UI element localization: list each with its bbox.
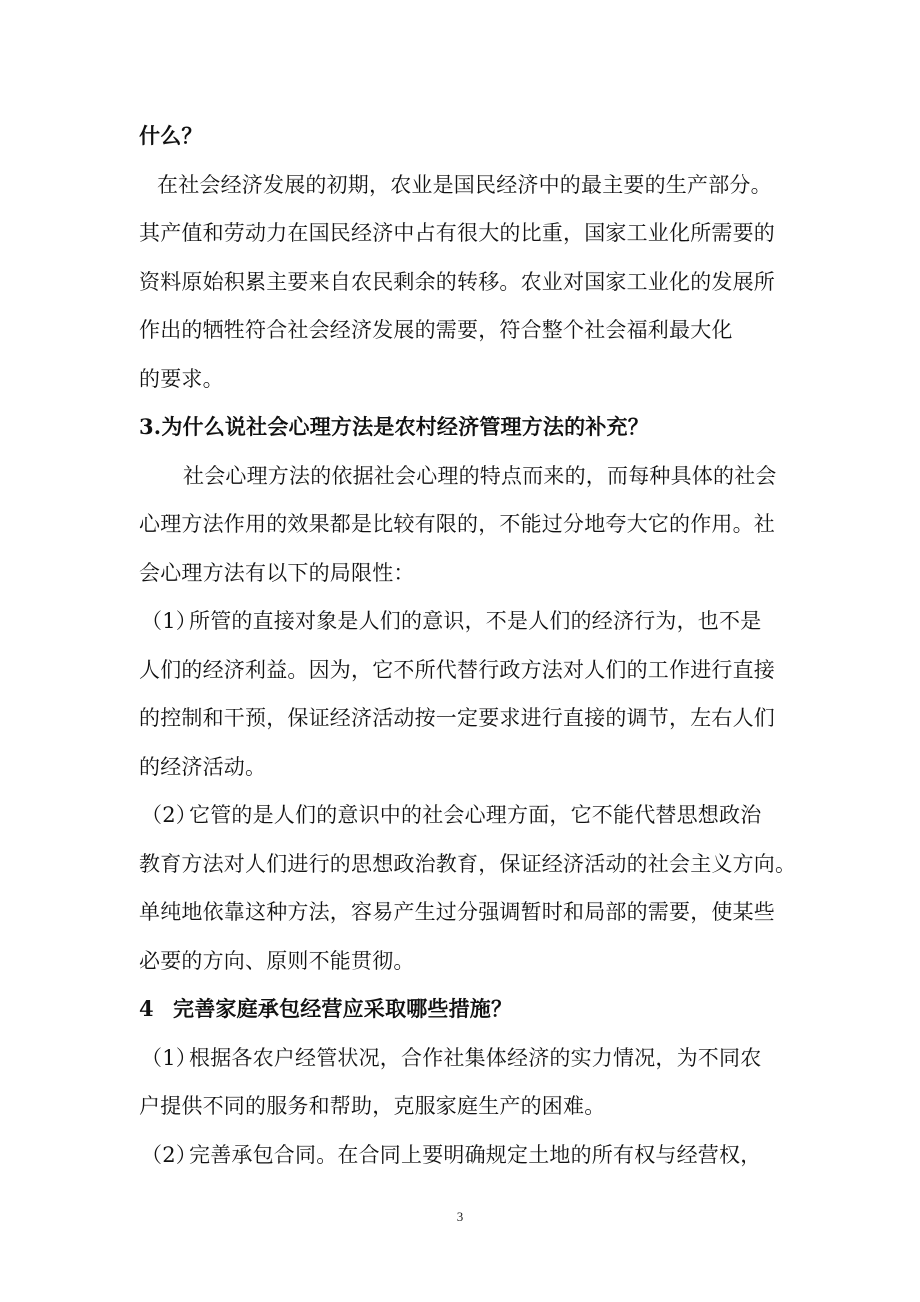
text-line: 心理方法作用的效果都是比较有限的，不能过分地夸大它的作用。社 [139,512,775,536]
list-item-text: 根据各农户经管状况，合作社集体经济的实力情况，为不同农 [189,1045,762,1070]
text-line: 资料原始积累主要来自农民剩余的转移。农业对国家工业化的发展所 [139,269,775,294]
list-item-number: （1） [141,1045,197,1070]
text-line: 人们的经济利益。因为，它不所代替行政方法对人们的工作进行直接 [139,657,775,682]
text-line: 会心理方法有以下的局限性： [139,560,415,585]
text-line: 单纯地依靠这种方法，容易产生过分强调暂时和局部的需要，使某些 [139,900,775,924]
text-line: 的要求。 [139,366,224,391]
section-heading-number: 4 [139,996,154,1021]
list-item [139,791,799,840]
list-item-number: （2） [141,803,197,827]
text-line: 的经济活动。 [139,754,267,779]
text-line: 作出的牺牲符合社会经济发展的需要，符合整个社会福利最大化 [139,318,733,342]
page-number: 3 [456,1209,464,1224]
text-line: 户提供不同的服务和帮助，克服家庭生产的困难。 [139,1094,606,1118]
section-heading-4 [139,985,799,1034]
section-heading-text: 完善家庭承包经营应采取哪些措施？ [173,996,513,1021]
list-item-number: （1） [141,609,197,633]
document-body [139,112,799,1179]
section-heading-3: 3.为什么说社会心理方法是农村经济管理方法的补充？ [139,414,649,439]
text-line: 教育方法对人们进行的思想政治教育，保证经济活动的社会主义方向。 [139,851,797,876]
text-line: 在社会经济发展的初期，农业是国民经济中的最主要的生产部分。 [157,172,772,197]
list-item-text: 完善承包合同。在合同上要明确规定土地的所有权与经营权， [189,1142,762,1167]
list-item [139,1131,799,1180]
list-item-text: 所管的直接对象是人们的意识，不是人们的经济行为，也不是 [189,609,762,633]
text-line: 的控制和干预，保证经济活动按一定要求进行直接的调节，左右人们 [139,706,775,730]
list-item [139,1034,799,1083]
list-item-number: （2） [141,1142,197,1167]
text-line: 必要的方向、原则不能贯彻。 [139,948,415,973]
text-line: 什么？ [139,123,203,148]
list-item-text: 它管的是人们的意识中的社会心理方面，它不能代替思想政治 [189,803,762,827]
text-line: 其产值和劳动力在国民经济中占有很大的比重，国家工业化所需要的 [139,221,775,245]
text-line: 社会心理方法的依据社会心理的特点而来的，而每种具体的社会 [183,463,777,488]
list-item [139,597,799,646]
